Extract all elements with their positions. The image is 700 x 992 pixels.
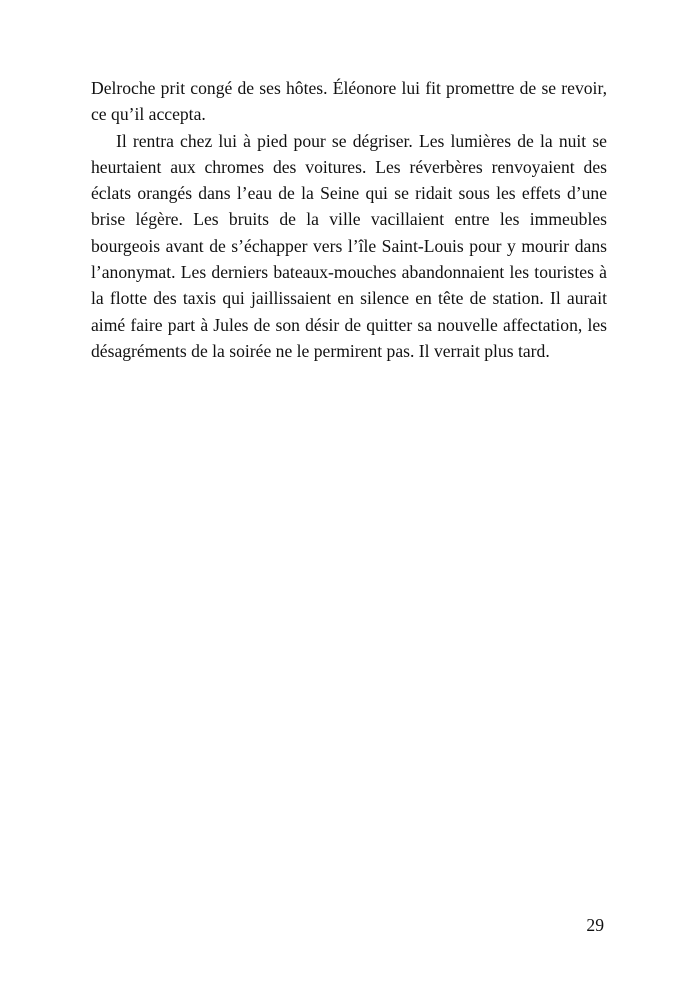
- page-number: 29: [586, 915, 604, 935]
- paragraph-1: Delroche prit congé de ses hôtes. Éléonore lui fit promettre de se revoir, ce qu’il accepta.: [91, 78, 607, 125]
- paragraph-2: Il rentra chez lui à pied pour se dégriser. Les lumières de la nuit se heurtaient aux chromes des voitures. Les réverbères renvoyaient des éclats orangés dans l’eau de la Seine qui se ridait sous les effets d’une brise légère. Les bruits de la ville vacillaient entre les immeubles bourgeois avant de s’échapper vers l’île Saint-Louis pour y mourir dans l’anonymat. Les derniers bateaux-mouches abandonnaient les touristes à la flotte des taxis qui jaillissaient en silence en tête de station. Il aurait aimé faire part à Jules de son désir de quitter sa nouvelle affectation, les désagréments de la soirée ne le permirent pas. Il verrait plus tard.: [91, 130, 607, 361]
- body-text: [91, 75, 607, 364]
